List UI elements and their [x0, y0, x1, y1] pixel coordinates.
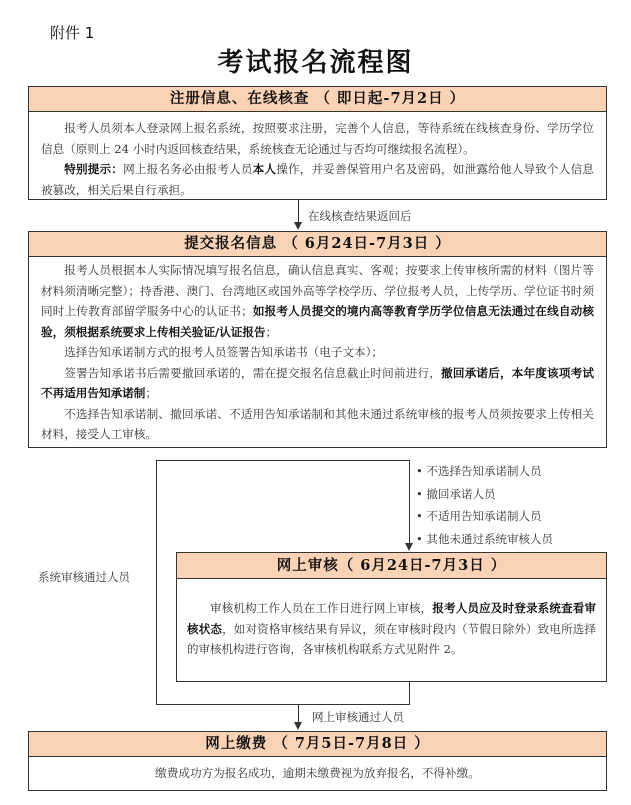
page-title: 考试报名流程图	[217, 48, 414, 78]
step4-para1: 缴费成功方为报名成功，逾期未缴费视为放弃报名，不得补缴。	[155, 766, 480, 780]
arrow1-head	[294, 222, 302, 230]
manual-review-list	[416, 460, 553, 550]
step2-para3-end: ；	[145, 386, 157, 400]
step2-para1-text: 报考人员根据本人实际情况填写报名信息，确认信息真实、客观；按要求上传审核所需的材料（图片等材料须清晰完整）；持香港、澳门、台湾地区或国外高等学校学历、学位报考人员，上传学历、学位证书时须同时上传教育部留学服务中心的认证书；	[41, 263, 594, 318]
system-pass-label: 系统审核通过人员	[38, 570, 130, 584]
connector-left-vertical	[156, 460, 157, 704]
step3-header: 网上审核（ 6月24日-7月3日 ）	[176, 552, 607, 579]
step3-para1-text: 审核机构工作人员在工作日进行网上审核，	[210, 601, 433, 615]
step4-body	[28, 757, 607, 791]
attachment-label: 附件 1	[50, 24, 95, 42]
connector-right-vertical	[409, 460, 410, 544]
step1-tip-text2: 操作，并妥善保管用户名及密码，如泄露给他人导致个人信息被篡改，相关后果自行承担。	[41, 162, 594, 197]
step1-tip	[41, 159, 594, 200]
step1-para1: 报考人员须本人登录网上报名系统，按照要求注册，完善个人信息，等待系统在线核查身份、学历学位信息（原则上 24 小时内返回核查结果，系统核查无论通过与否均可继续报名流程）。	[41, 121, 594, 156]
step1-tip-bold: 本人	[252, 162, 277, 176]
step3-para1	[187, 598, 596, 660]
connector-right-arrow	[405, 543, 413, 551]
step2-header: 提交报名信息 （ 6月24日-7月3日 ）	[28, 231, 607, 257]
arrow1-line	[298, 200, 299, 223]
manual-review-item: • 不适用告知承诺制人员	[416, 509, 542, 523]
arrow3-label: 网上审核通过人员	[312, 710, 404, 724]
step2-para3-text: 签署告知承诺书后需要撤回承诺的，需在提交报名信息截止时间前进行，	[64, 365, 442, 380]
step2-para1-end: ；	[265, 324, 278, 339]
manual-review-item: • 其他未通过系统审核人员	[416, 531, 553, 546]
step2-para4: 不选择告知承诺制、撤回承诺、不适用告知承诺制和其他未通过系统审核的报考人员须按要求上传相关材料，接受人工审核。	[41, 406, 594, 441]
step2-body	[28, 257, 607, 448]
arrow1-label: 在线核查结果返回后	[308, 209, 412, 223]
step2-para3	[41, 363, 594, 404]
arrow3-head	[294, 722, 302, 730]
connector-bottom-horizontal	[156, 704, 410, 705]
step1-header: 注册信息、在线核查 （ 即日起-7月2日 ）	[28, 86, 607, 112]
step1-tip-text1: 网上报名务必由报考人员	[123, 162, 253, 176]
manual-review-item: • 不选择告知承诺制人员	[416, 464, 542, 478]
step2-para1-bold: 如报考人员提交的境内高等教育学历学位信息无法通过在线自动核验，须根据系统要求上传相关验证/认证报告	[41, 304, 594, 339]
step1-tip-label: 特别提示：	[64, 162, 124, 176]
connector-right-lower	[409, 682, 410, 704]
step4-header: 网上缴费 （ 7月5日-7月8日 ）	[28, 731, 607, 757]
step3-para1-bold: 报考人员应及时登录系统查看审核状态	[187, 601, 596, 636]
manual-review-item: • 撤回承诺人员	[416, 486, 496, 501]
connector-top-horizontal	[156, 460, 410, 461]
step2-para3-bold: 撤回承诺后，本年度该项考试不再适用告知承诺制	[41, 365, 594, 400]
step2-para2: 选择告知承诺制方式的报考人员签署告知承诺书（电子文本）；	[64, 345, 384, 359]
step1-body	[28, 112, 607, 200]
step3-para1-end: ，如对资格审核结果有异议，须在审核时段内（节假日除外）致电所选择的审核机构进行咨询，各审核机构联系方式见附件 2。	[187, 621, 597, 656]
step2-para1	[41, 260, 594, 342]
step3-body	[176, 579, 607, 682]
